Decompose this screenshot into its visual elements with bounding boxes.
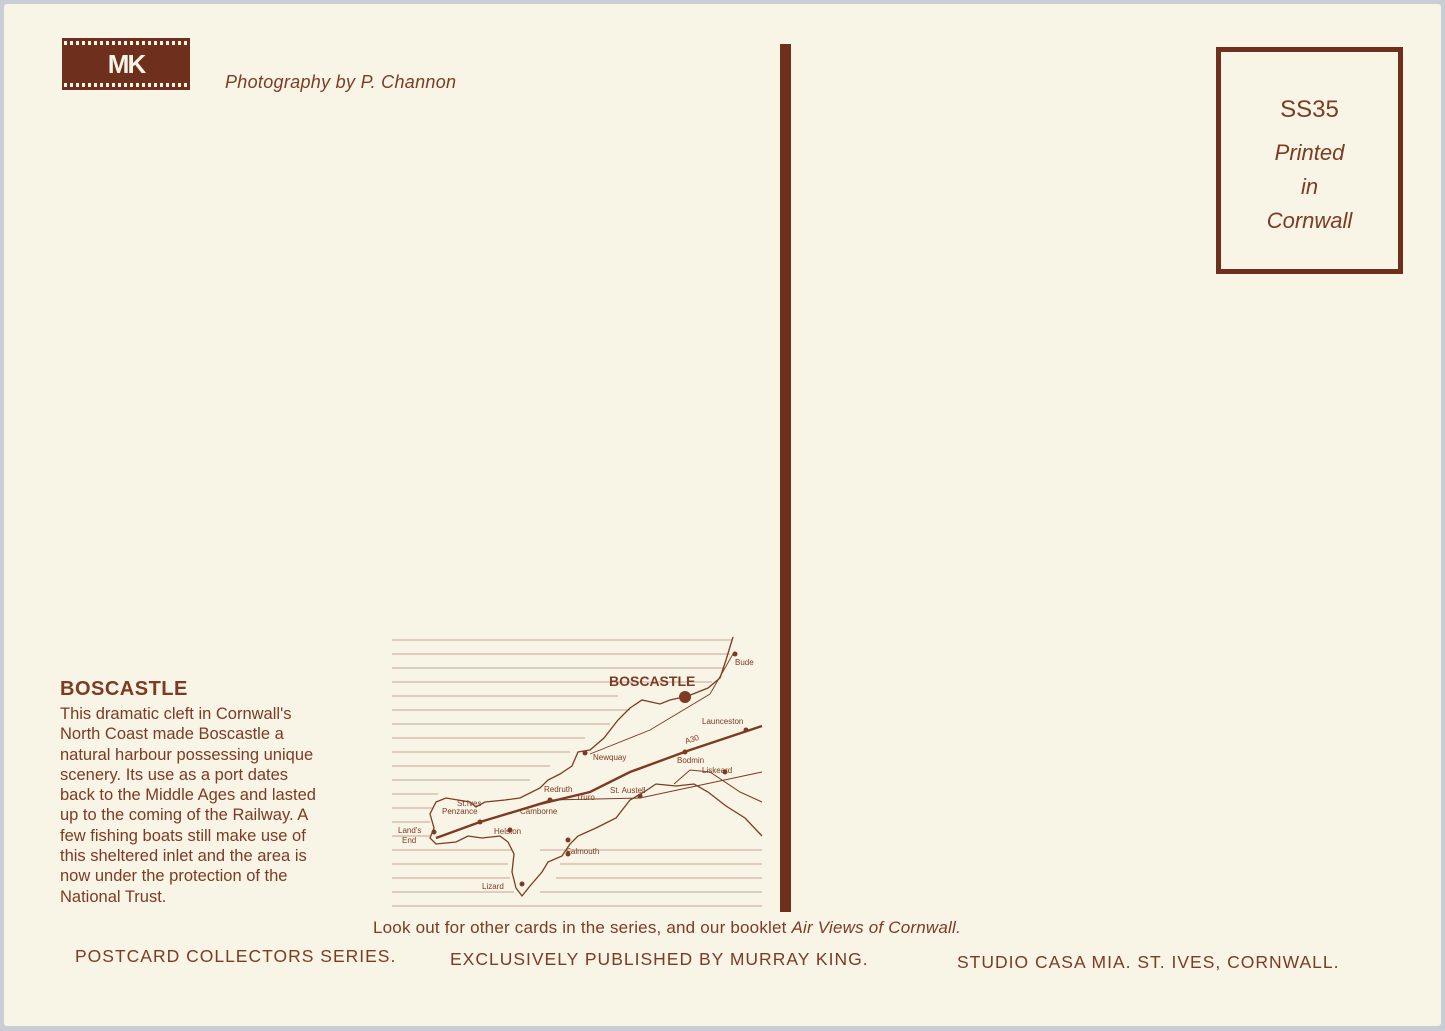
center-divider xyxy=(780,44,791,912)
description-line: now under the protection of the xyxy=(60,867,288,886)
map-label-end: End xyxy=(402,836,417,845)
description-title: BOSCASTLE xyxy=(60,678,188,700)
footer-studio: STUDIO CASA MIA. ST. IVES, CORNWALL. xyxy=(957,952,1340,972)
mk-logo xyxy=(62,38,190,90)
description-line: scenery. Its use as a port dates xyxy=(60,765,289,784)
stamp-code: SS35 xyxy=(1280,96,1339,123)
map-label-a30: A30 xyxy=(683,732,701,746)
description-line: few fishing boats still make use of xyxy=(60,826,306,845)
description-line: up to the coming of the Railway. A xyxy=(60,806,309,825)
footer-publisher: EXCLUSIVELY PUBLISHED BY MURRAY KING. xyxy=(450,949,869,969)
description-line: back to the Middle Ages and lasted xyxy=(60,786,316,805)
description-text xyxy=(60,704,390,907)
map-label-st-austell: St. Austell xyxy=(610,786,646,795)
map-label-falmouth: Falmouth xyxy=(566,847,600,856)
booklet-title: Air Views of Cornwall. xyxy=(791,918,961,937)
series-note-text: Look out for other cards in the series, and our booklet xyxy=(373,918,792,937)
map-label-helston: Helston xyxy=(494,827,522,836)
map-label-redruth: Redruth xyxy=(544,785,573,794)
stamp-box xyxy=(1216,47,1403,274)
map-label-st-ives: St.Ives xyxy=(457,799,482,808)
map-label-liskeard: Liskeard xyxy=(702,766,733,775)
footer-series: POSTCARD COLLECTORS SERIES. xyxy=(75,946,397,966)
photography-credit: Photography by P. Channon xyxy=(225,72,457,92)
map-label-camborne: Camborne xyxy=(520,807,558,816)
map-label-lizard: Lizard xyxy=(482,882,504,891)
logo-perforation-bottom xyxy=(64,83,188,87)
map-label-truro: Truro xyxy=(576,793,595,802)
description-line: this sheltered inlet and the area is xyxy=(60,847,307,866)
stamp-line-cornwall: Cornwall xyxy=(1266,208,1353,233)
cornwall-map xyxy=(390,632,765,912)
description-line: natural harbour possessing unique xyxy=(60,745,314,764)
map-label-boscastle: BOSCASTLE xyxy=(609,673,696,689)
stamp-line-printed: Printed xyxy=(1274,140,1345,165)
map-label-bodmin: Bodmin xyxy=(677,756,705,765)
logo-text: MK xyxy=(107,49,145,79)
map-label-lands: Land's xyxy=(398,826,422,835)
description-line: This dramatic cleft in Cornwall's xyxy=(60,705,292,723)
series-note xyxy=(373,918,961,938)
map-label-launceston: Launceston xyxy=(702,717,744,726)
map-label-penzance: Penzance xyxy=(442,807,478,816)
logo-perforation-top xyxy=(64,41,188,45)
map-label-bude: Bude xyxy=(735,658,754,667)
description-line: North Coast made Boscastle a xyxy=(60,725,284,744)
boscastle-marker xyxy=(679,691,691,703)
stamp-line-in: in xyxy=(1300,174,1319,199)
description-line: National Trust. xyxy=(60,887,167,906)
map-label-newquay: Newquay xyxy=(593,753,627,762)
